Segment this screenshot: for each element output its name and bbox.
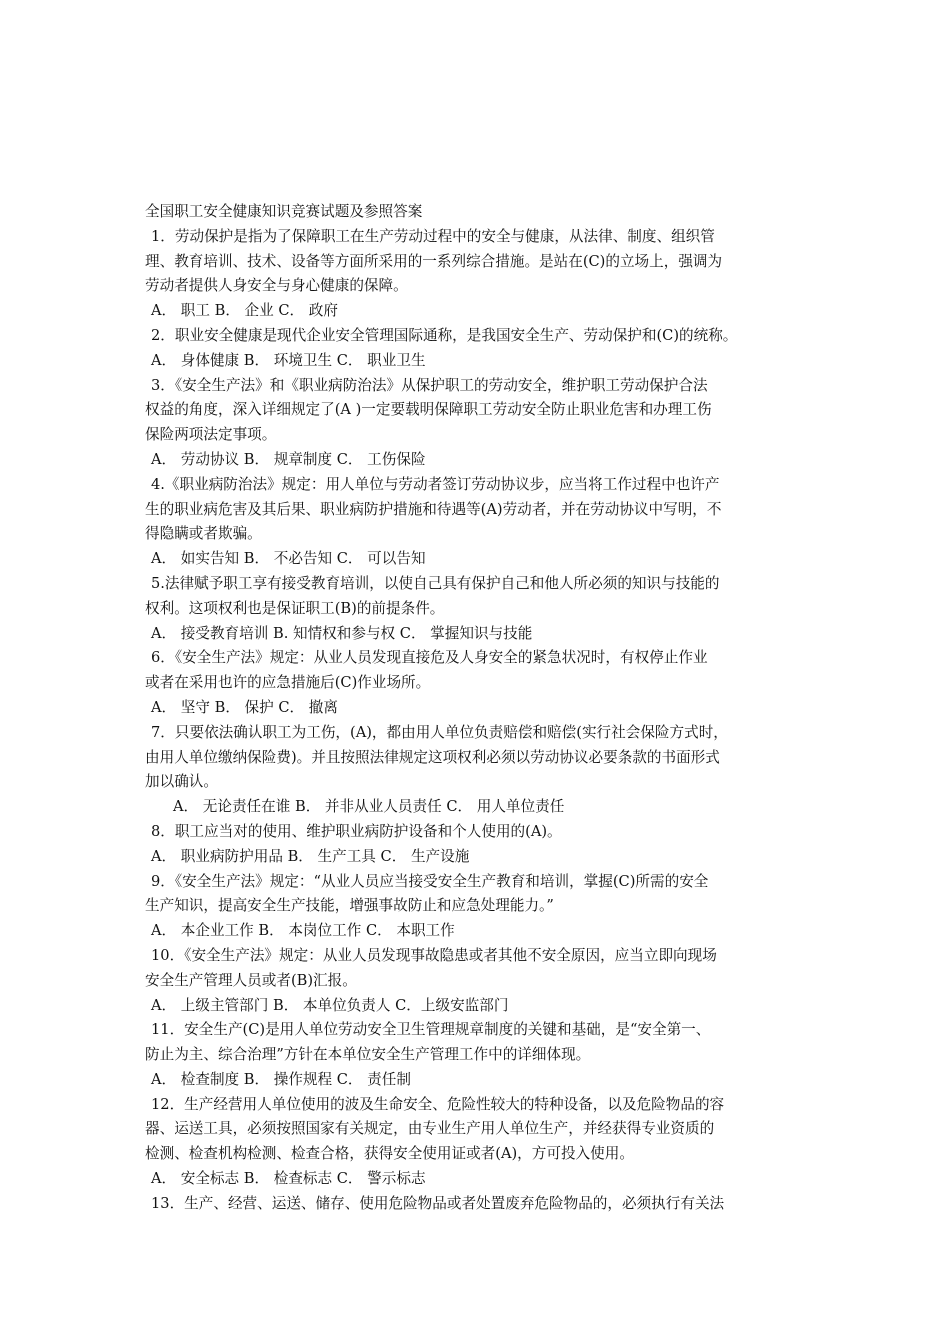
question-line: 13．生产、经营、运送、储存、使用危险物品或者处置废弃危险物品的，必须执行有关法 (151, 1194, 725, 1212)
answer-options-line: A． 无论责任在谁 B． 并非从业人员责任 C． 用人单位责任 (173, 798, 565, 816)
question-continuation-line: 或者在采用也许的应急措施后(C)作业场所。 (145, 674, 431, 692)
question-line: 3．《安全生产法》和《职业病防治法》从保护职工的劳动安全，维护职工劳动保护合法 (151, 376, 708, 394)
answer-options-line: A． 检查制度 B． 操作规程 C． 责任制 (151, 1070, 411, 1088)
question-continuation-line: 由用人单位缴纳保险费)。并且按照法律规定这项权利必须以劳动协议必要条款的书面形式 (145, 748, 720, 766)
answer-options-line: A． 身体健康 B． 环境卫生 C． 职业卫生 (151, 351, 426, 369)
answer-options-line: A． 职工 B． 企业 C． 政府 (151, 302, 338, 320)
question-line: 9．《安全生产法》规定：“从业人员应当接受安全生产教育和培训，掌握(C)所需的安全 (151, 872, 709, 890)
question-line: 1．劳动保护是指为了保障职工在生产劳动过程中的安全与健康，从法律、制度、组织管 (151, 227, 715, 245)
answer-options-line: A． 职业病防护用品 B． 生产工具 C． 生产设施 (151, 847, 470, 865)
question-continuation-line: 劳动者提供人身安全与身心健康的保障。 (145, 277, 408, 295)
question-line: 8．职工应当对的使用、维护职业病防护设备和个人使用的(A)。 (151, 822, 562, 840)
question-line: 5.法律赋予职工享有接受教育培训，以使自己具有保护自己和他人所必须的知识与技能的 (151, 574, 720, 592)
answer-options-line: A． 本企业工作 B． 本岗位工作 C． 本职工作 (151, 922, 455, 940)
answer-options-line: A． 安全标志 B． 检查标志 C． 警示标志 (151, 1170, 426, 1188)
answer-options-line: A． 上级主管部门 B． 本单位负责人 C．上级安监部门 (151, 996, 509, 1014)
question-line: 2．职业安全健康是现代企业安全管理国际通称，是我国安全生产、劳动保护和(C)的统称。 (151, 326, 738, 344)
question-continuation-line: 权益的角度，深入详细规定了(A )一定要载明保障职工劳动安全防止职业危害和办理工伤 (145, 401, 712, 419)
question-continuation-line: 防止为主、综合治理”方针在本单位安全生产管理工作中的详细体现。 (145, 1046, 591, 1064)
answer-options-line: A． 接受教育培训 B. 知情权和参与权 C． 掌握知识与技能 (151, 624, 533, 642)
answer-options-line: A． 劳动协议 B． 规章制度 C． 工伤保险 (151, 450, 426, 468)
question-line: 10．《安全生产法》规定：从业人员发现事故隐患或者其他不安全原因，应当立即向现场 (151, 946, 717, 964)
question-line: 12．生产经营用人单位使用的波及生命安全、危险性较大的特种设备，以及危险物品的容 (151, 1095, 725, 1113)
question-continuation-line: 理、教育培训、技术、设备等方面所采用的一系列综合措施。是站在(C)的立场上，强调为 (145, 252, 723, 270)
answer-options-line: A． 如实告知 B． 不必告知 C． 可以告知 (151, 550, 426, 568)
question-continuation-line: 得隐瞒或者欺骗。 (145, 525, 262, 543)
question-continuation-line: 安全生产管理人员或者(B)汇报。 (145, 971, 357, 989)
answer-options-line: A． 坚守 B． 保护 C． 撤离 (151, 698, 338, 716)
question-line: 6．《安全生产法》规定：从业人员发现直接危及人身安全的紧急状况时，有权停止作业 (151, 649, 708, 667)
question-continuation-line: 保险两项法定事项。 (145, 426, 277, 444)
question-continuation-line: 生产知识，提高安全生产技能，增强事故防止和应急处理能力。” (145, 897, 554, 915)
question-continuation-line: 权利。这项权利也是保证职工(B)的前提条件。 (145, 599, 445, 617)
question-continuation-line: 生的职业病危害及其后果、职业病防护措施和待遇等(A)劳动者，并在劳动协议中写明，不 (145, 500, 722, 518)
question-line: 11．安全生产(C)是用人单位劳动安全卫生管理规章制度的关键和基础，是“安全第一、 (151, 1021, 711, 1039)
question-continuation-line: 加以确认。 (145, 773, 218, 791)
question-continuation-line: 器、运送工具，必须按照国家有关规定，由专业生产用人单位生产，并经获得专业资质的 (145, 1120, 715, 1138)
question-line: 4.《职业病防治法》规定：用人单位与劳动者签订劳动协议步，应当将工作过程中也许产 (151, 475, 720, 493)
question-continuation-line: 检测、检查机构检测、检查合格，获得安全使用证或者(A)，方可投入使用。 (145, 1145, 634, 1163)
document-title: 全国职工安全健康知识竞赛试题及参照答案 (145, 203, 423, 220)
question-line: 7．只要依法确认职工为工伤，(A)，都由用人单位负责赔偿和赔偿(实行社会保险方式时， (151, 723, 728, 741)
document-body (145, 200, 815, 1217)
